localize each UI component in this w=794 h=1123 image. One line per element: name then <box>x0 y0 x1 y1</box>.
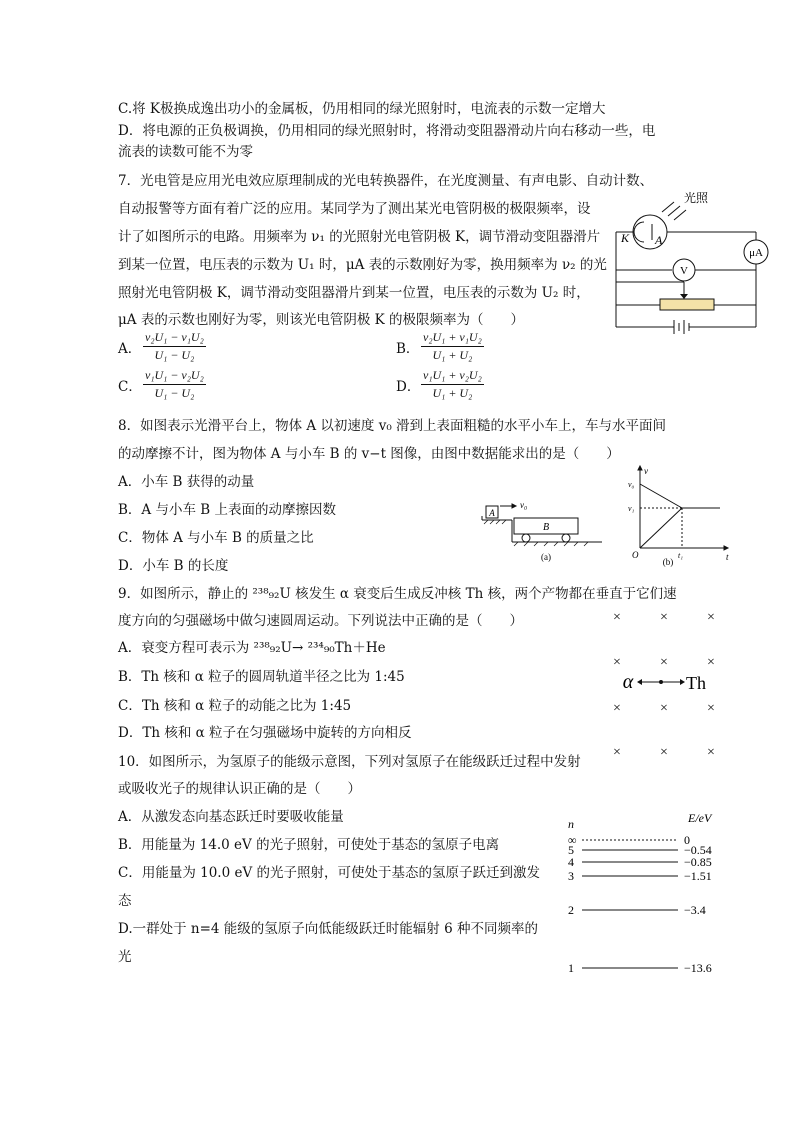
q10-option-a: A．从激发态向基态跃迁时要吸收能量 <box>118 809 344 825</box>
v-axis-label: v <box>644 466 648 476</box>
q7-option-b-fraction <box>421 330 484 363</box>
q10-option-d-line1: D.一群处于 n=4 能级的氢原子向低能级跃迁时能辐射 6 种不同频率的 <box>118 921 538 937</box>
v0-label-a: v₀ <box>520 500 528 510</box>
q7-stem-line5: 照射光电管阴极 K，调节滑动变阻器滑片到某一位置，电压表的示数为 U₂ 时， <box>118 285 590 301</box>
q7-option-c-label: C． <box>118 379 142 395</box>
q7-option-c-fraction <box>143 368 206 401</box>
energy-level-n: 3 <box>568 869 574 883</box>
line-cart-b <box>640 508 682 548</box>
v0-tick-label: v₀ <box>628 480 635 489</box>
cathode-k <box>634 222 644 242</box>
q8-stem-line1: 8．如图表示光滑平台上，物体 A 以初速度 v₀ 滑到上表面粗糙的水平小车上，车与水平面间 <box>118 418 667 434</box>
thorium-label: Th <box>686 673 706 693</box>
q7-option-d-label: D． <box>396 379 421 395</box>
field-cross: × <box>707 745 715 760</box>
cathode-label: K <box>621 231 630 245</box>
figure-b-caption: (b) <box>662 557 674 567</box>
t1-tick-label: t₁ <box>678 551 684 560</box>
q8-option-c: C．物体 A 与小车 B 的质量之比 <box>118 530 314 546</box>
q7-option-b-label: B． <box>396 341 420 357</box>
q7-circuit-diagram <box>608 186 774 334</box>
voltmeter-label: V <box>680 265 688 277</box>
energy-level-value: 0 <box>684 833 690 847</box>
q9-option-c: C．Th 核和 α 粒子的动能之比为 1:45 <box>118 698 352 714</box>
wheel <box>562 534 570 542</box>
n-axis-label: n <box>568 817 574 831</box>
light-ray <box>674 210 686 220</box>
q7-option-c-numerator: ν₁U₁ − ν₂U₂ <box>143 368 206 385</box>
q6-option-d-line2: 流表的读数可能不为零 <box>118 144 253 160</box>
q10-option-c-line2: 态 <box>118 893 132 909</box>
q7-stem-line4: 到某一位置，电压表的示数为 U₁ 时，μA 表的示数刚好为零，换用频率为 ν₂ 的光 <box>118 257 607 273</box>
energy-level-value: −1.51 <box>684 869 712 883</box>
energy-level-n: 1 <box>568 961 574 975</box>
field-cross: × <box>707 655 715 670</box>
origin-label: O <box>632 550 639 560</box>
q10-option-b: B．用能量为 14.0 eV 的光子照射，可使处于基态的氢原子电离 <box>118 837 500 853</box>
q10-energy-level-diagram <box>560 806 730 978</box>
field-cross: × <box>707 610 715 625</box>
field-cross: × <box>660 745 668 760</box>
microammeter-label: μA <box>749 247 763 259</box>
anode-label: A <box>655 233 663 247</box>
alpha-particle-label: α <box>622 671 634 693</box>
rheostat <box>660 299 714 310</box>
field-cross: × <box>660 610 668 625</box>
q8-platform-diagram <box>476 494 606 566</box>
q9-option-d: D．Th 核和 α 粒子在匀强磁场中旋转的方向相反 <box>118 725 412 741</box>
q8-stem-line2: 的动摩擦不计，图为物体 A 与小车 B 的 v−t 图像，由图中数据能求出的是（ ） <box>118 446 620 462</box>
q8-option-a: A．小车 B 获得的动量 <box>118 474 255 490</box>
q8-vt-graph <box>620 464 732 568</box>
figure-a-caption: (a) <box>541 552 551 562</box>
block-a-label: A <box>489 508 495 518</box>
q10-stem-line1: 10．如图所示，为氢原子的能级示意图，下列对氢原子在能级跃迁过程中发射 <box>118 754 581 770</box>
field-cross: × <box>613 745 621 760</box>
q7-option-a-fraction <box>143 330 206 363</box>
wheel <box>522 534 530 542</box>
q9-magnetic-field-diagram <box>600 604 730 760</box>
cart-b-label: B <box>542 522 550 533</box>
q7-stem-line2: 自动报警等方面有着广泛的应用。某同学为了测出某光电管阴极的极限频率，设 <box>118 201 591 217</box>
line-object-a <box>640 484 682 508</box>
q7-option-a-denominator: U₁ − U₂ <box>154 348 195 362</box>
q7-option-c-denominator: U₁ − U₂ <box>154 386 195 400</box>
energy-level-n: ∞ <box>568 833 577 847</box>
q6-option-d-line1: D．将电源的正负极调换，仍用相同的绿光照射时，将滑动变阻器滑动片向右移动一些，电 <box>118 123 656 139</box>
energy-level-n: 2 <box>568 903 574 917</box>
q9-option-a: A．衰变方程可表示为 ²³⁸₉₂U→ ²³⁴₉₀Th＋He <box>118 640 386 656</box>
q7-option-d-fraction <box>421 368 484 401</box>
q8-option-b: B．A 与小车 B 上表面的动摩擦因数 <box>118 502 336 518</box>
q6-option-c: C.将 K极换成逸出功小的金属板，仍用相同的绿光照射时，电流表的示数一定增大 <box>118 101 606 117</box>
q10-option-d-line2: 光 <box>118 949 132 965</box>
field-cross: × <box>660 655 668 670</box>
light-ray <box>662 202 674 212</box>
field-cross: × <box>613 610 621 625</box>
q7-option-a-numerator: ν₂U₁ − ν₁U₂ <box>143 330 206 347</box>
energy-level-value: −0.85 <box>684 855 712 869</box>
q7-option-d-numerator: ν₁U₁ + ν₂U₂ <box>421 368 484 385</box>
q10-stem-line2: 或吸收光子的规律认识正确的是（ ） <box>118 781 361 797</box>
q9-stem-line2: 度方向的匀强磁场中做匀速圆周运动。下列说法中正确的是（ ） <box>118 613 523 629</box>
energy-level-value: −13.6 <box>684 961 712 975</box>
q7-option-b-denominator: U₁ + U₂ <box>432 348 473 362</box>
energy-level-value: −3.4 <box>684 903 706 917</box>
field-cross: × <box>613 701 621 716</box>
q9-stem-line1: 9．如图所示，静止的 ²³⁸₉₂U 核发生 α 衰变后生成反冲核 Th 核，两个产物都在垂直于它们速 <box>118 586 677 602</box>
light-label: 光照 <box>684 191 709 205</box>
q7-stem-line3: 计了如图所示的电路。用频率为 ν₁ 的光照射光电管阴极 K，调节滑动变阻器滑片 <box>118 229 601 245</box>
q9-option-b: B．Th 核和 α 粒子的圆周轨道半径之比为 1:45 <box>118 669 405 685</box>
field-cross: × <box>613 655 621 670</box>
q7-stem-line6: μA 表的示数也刚好为零，则该光电管阴极 K 的极限频率为（ ） <box>118 312 524 328</box>
q8-option-d: D．小车 B 的长度 <box>118 558 229 574</box>
energy-level-value: −0.54 <box>684 843 712 857</box>
field-cross: × <box>707 701 715 716</box>
field-cross: × <box>660 701 668 716</box>
t-axis-label: t <box>726 552 729 562</box>
q10-option-c-line1: C．用能量为 10.0 eV 的光子照射，可使处于基态的氢原子跃迁到激发 <box>118 865 540 881</box>
energy-level-n: 4 <box>568 855 574 869</box>
v1-tick-label: v₁ <box>628 504 635 513</box>
q7-option-a-label: A． <box>118 341 142 357</box>
q7-option-b-numerator: ν₂U₁ + ν₁U₂ <box>421 330 484 347</box>
q7-stem-line1: 7．光电管是应用光电效应原理制成的光电转换器件，在光度测量、有声电影、自动计数、 <box>118 173 654 189</box>
energy-axis-label: E/eV <box>688 811 712 825</box>
q7-option-d-denominator: U₁ + U₂ <box>432 386 473 400</box>
light-ray <box>668 206 680 216</box>
energy-level-n: 5 <box>568 843 574 857</box>
